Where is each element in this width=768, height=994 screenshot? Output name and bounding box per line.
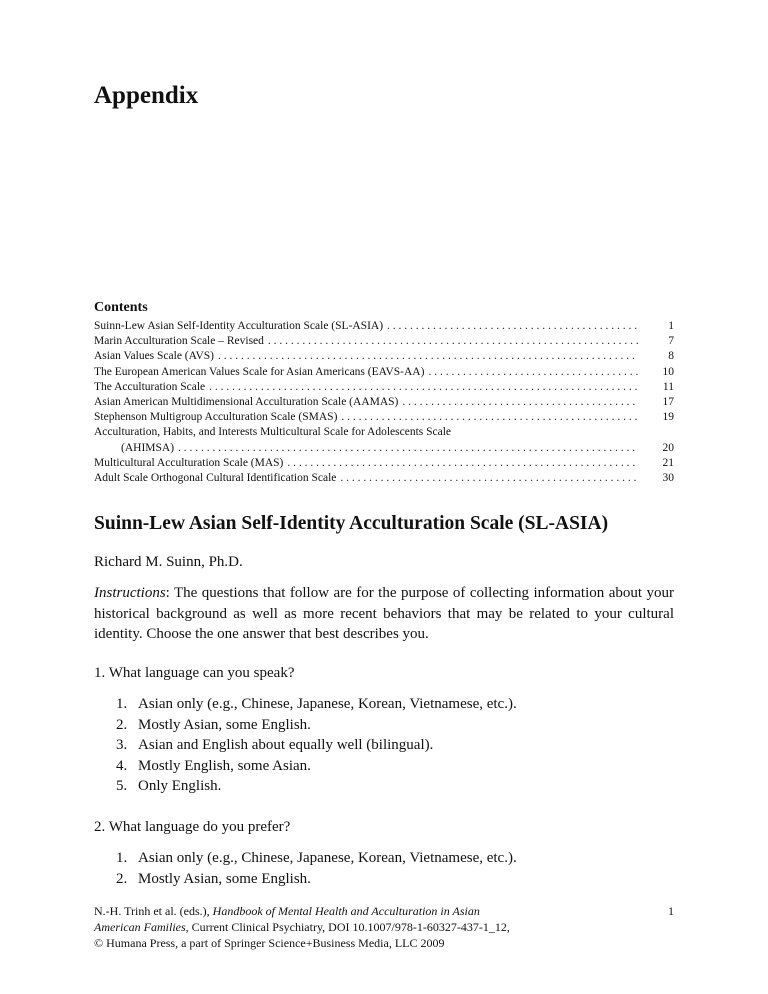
footer-editors: N.-H. Trinh et al. (eds.), <box>94 904 213 918</box>
toc-entry[interactable] <box>94 349 674 364</box>
toc-leader-dots <box>387 319 638 334</box>
toc-entry-page: 20 <box>662 441 674 454</box>
question-1 <box>94 665 294 682</box>
toc-leader-dots <box>341 410 638 425</box>
toc-entry-title: Adult Scale Orthogonal Cultural Identification Scale <box>94 472 337 485</box>
toc-leader-dots <box>428 365 638 380</box>
toc-entry[interactable] <box>94 456 674 471</box>
option-number: 2. <box>116 716 128 733</box>
option-text: Mostly Asian, some English. <box>138 870 311 887</box>
toc-leader-dots <box>340 471 638 486</box>
toc-entry-page: 21 <box>662 456 674 469</box>
footer-book-title-cont: American Families <box>94 919 186 934</box>
option-number: 1. <box>116 696 128 712</box>
footer-copyright: © Humana Press, a part of Springer Science+Business Media, LLC 2009 <box>94 935 445 950</box>
answer-option[interactable] <box>116 694 517 715</box>
toc-entry-page: 1 <box>668 320 674 332</box>
toc-leader-dots <box>218 349 638 364</box>
toc-entry[interactable] <box>94 365 674 380</box>
option-text: Asian only (e.g., Chinese, Japanese, Korean, Vietnamese, etc.). <box>138 696 517 712</box>
question-number: 1. <box>94 665 106 681</box>
toc-entry-title: Acculturation, Habits, and Interests Multicultural Scale for Adolescents Scale <box>94 426 452 439</box>
toc-leader-dots <box>209 380 638 395</box>
toc-entry-page: 11 <box>662 380 674 393</box>
toc-entry-title: Stephenson Multigroup Acculturation Scale (SMAS) <box>94 411 338 424</box>
question-2 <box>94 819 290 836</box>
toc-leader-dots <box>268 334 638 349</box>
answer-option[interactable] <box>116 776 517 797</box>
toc-entry-title: Multicultural Acculturation Scale (MAS) <box>94 456 284 469</box>
toc-entry[interactable] <box>94 395 674 410</box>
option-text: Asian and English about equally well (bilingual). <box>138 737 434 753</box>
instructions-paragraph <box>94 583 674 645</box>
option-text: Mostly English, some Asian. <box>138 757 311 774</box>
toc-entry-title: Asian Values Scale (AVS) <box>94 350 214 363</box>
toc-leader-dots <box>178 441 638 456</box>
toc-entry-title: Marin Acculturation Scale – Revised <box>94 335 264 348</box>
question-1-options <box>116 694 517 797</box>
toc-entry-title: Suinn-Lew Asian Self-Identity Acculturation Scale (SL-ASIA) <box>94 320 384 332</box>
option-text: Asian only (e.g., Chinese, Japanese, Korean, Vietnamese, etc.). <box>138 850 517 866</box>
toc-entry[interactable] <box>94 319 674 334</box>
table-of-contents <box>94 319 674 486</box>
toc-entry[interactable] <box>94 425 674 440</box>
section-title: Suinn-Lew Asian Self-Identity Acculturation Scale (SL-ASIA) <box>94 513 609 534</box>
question-text: What language do you prefer? <box>108 819 291 835</box>
toc-entry-title-cont: (AHIMSA) <box>121 441 175 454</box>
answer-option[interactable] <box>116 715 517 736</box>
toc-entry-page: 17 <box>662 396 674 409</box>
footer-citation <box>94 904 654 951</box>
footer-book-title: Handbook of Mental Health and Acculturation in Asian <box>212 904 480 918</box>
toc-entry-page: 10 <box>662 365 674 378</box>
toc-entry-title: The Acculturation Scale <box>94 380 206 393</box>
instructions-label: Instructions <box>94 585 166 601</box>
contents-heading: Contents <box>94 300 148 315</box>
question-number: 2. <box>94 819 106 835</box>
instructions-text: : The questions that follow are for the purpose of collecting information about your historical background as well as more recent behaviors that may be related to your cultural identity. Choose the one answer that best describes you. <box>94 585 674 642</box>
toc-entry[interactable] <box>94 380 674 395</box>
toc-leader-dots <box>402 395 638 410</box>
toc-entry-page: 7 <box>668 335 674 348</box>
answer-option[interactable] <box>116 735 517 756</box>
question-2-options <box>116 848 517 889</box>
answer-option[interactable] <box>116 848 517 869</box>
question-text: What language can you speak? <box>108 665 295 681</box>
toc-entry-page: 30 <box>662 472 674 485</box>
option-number: 5. <box>116 778 128 794</box>
toc-entry[interactable] <box>94 471 674 486</box>
option-number: 3. <box>116 737 128 753</box>
toc-entry-page: 8 <box>668 350 674 363</box>
option-text: Only English. <box>138 778 222 794</box>
toc-entry-title: Asian American Multidimensional Acculturation Scale (AAMAS) <box>94 396 399 409</box>
toc-entry[interactable] <box>94 410 674 425</box>
toc-entry-page: 19 <box>662 411 674 424</box>
option-number: 4. <box>116 757 128 774</box>
option-text: Mostly Asian, some English. <box>138 716 311 733</box>
option-number: 1. <box>116 850 128 866</box>
footer-series: , Current Clinical Psychiatry, DOI 10.1007/978-1-60327-437-1_12, <box>185 919 510 934</box>
answer-option[interactable] <box>116 869 517 890</box>
answer-option[interactable] <box>116 756 517 777</box>
appendix-title: Appendix <box>94 82 199 109</box>
toc-entry-title: The European American Values Scale for Asian Americans (EAVS-AA) <box>94 365 425 378</box>
toc-entry[interactable] <box>94 334 674 349</box>
toc-entry-continuation[interactable] <box>94 441 674 456</box>
toc-leader-dots <box>287 456 638 471</box>
option-number: 2. <box>116 870 128 887</box>
author-line: Richard M. Suinn, Ph.D. <box>94 554 243 570</box>
page-number: 1 <box>668 904 674 918</box>
